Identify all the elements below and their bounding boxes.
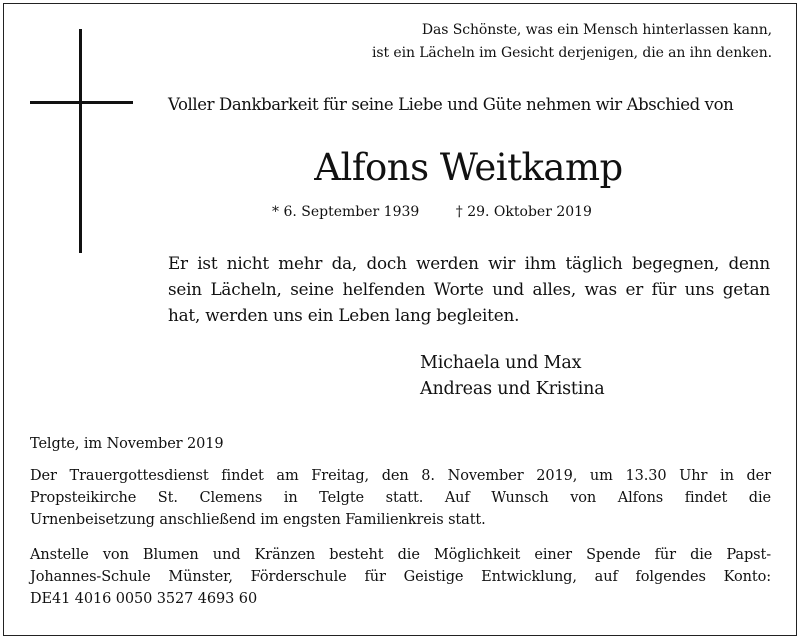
signer-line-1: Michaela und Max — [420, 353, 582, 373]
life-dates — [272, 202, 592, 222]
tribute-paragraph — [168, 250, 770, 328]
cross-icon-horizontal-bar — [30, 101, 133, 104]
donation-line-1: Anstelle von Blumen und Kränzen besteht die Möglichkeit einer Spende für die Papst- — [30, 547, 771, 563]
mourners-signature — [420, 350, 604, 402]
funeral-service-info — [30, 465, 771, 531]
quote-line-1: Das Schönste, was ein Mensch hinterlassen kann, — [421, 22, 772, 38]
deceased-name: Alfons Weitkamp — [314, 146, 623, 189]
cross-icon-vertical-bar — [79, 29, 82, 253]
quote-line-2: ist ein Lächeln im Gesicht derjenigen, die an ihn denken. — [372, 45, 772, 61]
donation-account: DE41 4016 0050 3527 4693 60 — [30, 591, 258, 607]
signer-line-2: Andreas und Kristina — [420, 379, 605, 399]
memorial-quote — [372, 19, 772, 65]
service-line-1: Der Trauergottesdienst findet am Freitag, den 8. November 2019, um 13.30 Uhr in der — [30, 468, 771, 484]
tribute-line-2: sein Lächeln, seine helfenden Worte und alles, was er für uns getan — [168, 279, 770, 299]
donation-info — [30, 544, 771, 610]
place-and-date: Telgte, im November 2019 — [30, 436, 224, 452]
intro-text: Voller Dankbarkeit für seine Liebe und Güte nehmen wir Abschied von — [168, 95, 734, 114]
service-line-3: Urnenbeisetzung anschließend im engsten Familienkreis statt. — [30, 512, 486, 528]
tribute-line-1: Er ist nicht mehr da, doch werden wir ihm täglich begegnen, denn — [168, 253, 770, 273]
service-line-2: Propsteikirche St. Clemens in Telgte statt. Auf Wunsch von Alfons findet die — [30, 490, 771, 506]
birth-date: * 6. September 1939 — [272, 204, 420, 220]
donation-line-2: Johannes-Schule Münster, Förderschule für Geistige Entwicklung, auf folgendes Konto: — [30, 569, 771, 585]
tribute-line-3: hat, werden uns ein Leben lang begleiten. — [168, 305, 520, 325]
death-date: † 29. Oktober 2019 — [455, 204, 592, 220]
